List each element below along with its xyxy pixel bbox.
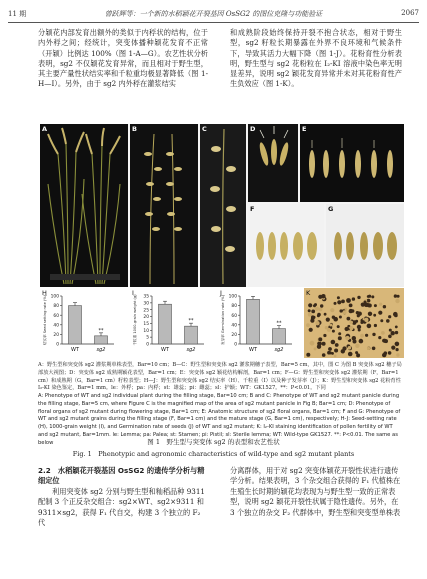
pollen-grain <box>326 318 330 322</box>
pollen-grain <box>314 347 317 350</box>
pollen-grain <box>365 334 368 337</box>
pollen-grain <box>308 313 312 317</box>
panel-label-j: J <box>220 289 222 297</box>
x-tick-label: sg2 <box>274 347 284 353</box>
pollen-grain <box>333 317 338 322</box>
chart-i-svg <box>130 288 210 358</box>
pollen-grain <box>343 310 347 314</box>
figure-title-zh: 图 1 野生型与突变体 sg2 的表型和农艺性状 <box>147 438 280 446</box>
pollen-grain <box>357 325 361 329</box>
pollen-grain <box>378 311 382 315</box>
pollen-grain <box>327 351 331 355</box>
y-axis-label: 千粒重 1000-grain weight (g) <box>133 294 137 346</box>
panel-label-h: H <box>42 289 47 297</box>
y-tick-label: 100 <box>228 294 237 300</box>
figure-caption-en: A: Phenotype of WT and sg2 individual plant during the filling stage, Bar=10 cm; B and C: Phenotype of WT and sg2 mutant panicle during the filling stage, Bar=5 cm, where Figure C is the magnified map of the area of sg2 mutant panicle in Fig B; Bar=1 cm; D: Phenotype of floral organs of sg2 mutant during flowering stage, Bar=1 cm; E: Anatomic structure of sg2 floral organs, Bar=1 cm; F and G: Phenotype of WT and sg2 mutant grains during the filling stage (F, Bar=1 cm) and the mature stage (G, Bar=1 cm), respectively; H-J: Seed-setting rate (H), 1000-grain weight (I), and Germination rate of seeds (J) of WT and sg2 mutant; K: I₂-KI staining identification of pollen fertility of WT and sg2 mutant, Bar=1mm. le: Lemma; pa: Palea; st: Stamen; pi: Pistil; sl: Sterile lemma; WT: Wild-type GK1527. **: P<0.01. The same as below <box>38 393 401 446</box>
section-body-left: 利用突变体 sg2 分别与野生型和籼稻品种 9311 配制 3 个正反杂交组合：sg2×WT、sg2×9311 和 9311×sg2，获得 F₁ 代自交，构建 3 个独立的 F₂ 代 <box>38 486 206 528</box>
y-tick-label: 15 <box>143 322 149 328</box>
y-tick-label: 25 <box>143 308 149 314</box>
significance-label: ** <box>188 318 194 325</box>
pollen-grain <box>345 336 349 340</box>
y-tick-label: 30 <box>143 301 149 307</box>
pollen-grain <box>308 303 312 307</box>
panel-label-k: K <box>306 289 311 297</box>
pollen-grain <box>371 295 374 298</box>
pollen-grain <box>322 342 326 346</box>
bar <box>159 304 172 344</box>
bar <box>247 299 260 344</box>
pollen-grain <box>396 353 399 356</box>
pollen-grain <box>391 331 395 335</box>
pollen-grain <box>310 341 315 346</box>
panel-a-photo <box>40 124 128 287</box>
y-tick-label: 40 <box>231 323 237 329</box>
figure-1-panels <box>40 124 404 287</box>
pollen-grain <box>349 321 353 325</box>
pollen-grain <box>367 299 371 303</box>
pollen-grain <box>322 353 326 357</box>
y-axis-label: 发芽率 Germination rate (%) <box>221 295 225 345</box>
panel-e-photo <box>300 124 404 202</box>
pollen-grain <box>395 331 398 334</box>
chart-i <box>130 288 210 358</box>
pollen-grain <box>360 334 364 338</box>
x-tick-label: sg2 <box>186 347 196 353</box>
page-number: 2067 <box>401 9 419 17</box>
pollen-grain <box>393 312 398 317</box>
running-title: 曾跃辉等：一个新的水稻颖花开裂基因 OsSG2 的图位克隆与功能验证 <box>104 10 323 18</box>
pollen-grain <box>349 326 353 330</box>
bar <box>95 336 108 344</box>
pollen-grain <box>308 309 311 312</box>
panel-d-photo <box>248 124 298 202</box>
rice-plant-image <box>40 124 128 287</box>
pollen-grain <box>334 355 337 358</box>
y-tick-label: 20 <box>143 315 149 321</box>
pollen-grain <box>372 347 376 351</box>
y-tick-label: 80 <box>231 304 237 310</box>
pollen-grain <box>347 317 351 321</box>
y-tick-label: 10 <box>143 328 149 334</box>
pollen-grain <box>352 297 355 300</box>
significance-label: ** <box>276 320 282 327</box>
pollen-grain <box>381 331 385 335</box>
pollen-grain <box>389 329 392 332</box>
panel-k-photo <box>304 288 404 358</box>
pollen-grain <box>339 316 342 319</box>
pollen-grain <box>383 305 386 308</box>
pollen-grain <box>318 337 322 341</box>
panel-c-photo <box>200 124 246 287</box>
body-text-top-left: 分颖花内部发育出额外的类似于内稃状的结构，位于内外稃之间；经统计，突变体播种颖花发育不正常（开颖）比例达 100%（图 1-A—G）。农艺性状分析表明，sg2 不仅颖花发育异常，而且相对于野生型，其主要产量性状结实率和千粒重均极显著降低（图 1-H—I）。另外，由于 sg2 内外稃在灌浆结实 <box>38 28 208 89</box>
bar <box>69 306 82 344</box>
pollen-grain <box>342 346 346 350</box>
pollen-grain <box>388 315 391 318</box>
pollen-grain <box>394 294 397 297</box>
chart-h <box>40 288 120 358</box>
pollen-grain <box>379 303 382 306</box>
x-tick-label: WT <box>249 347 257 353</box>
panel-label-d: D <box>250 125 256 133</box>
panel-label-c: C <box>202 125 207 133</box>
panel-label-i: I <box>132 289 134 297</box>
section-heading: 2.2 水稻颖花开裂基因 OsSG2 的遗传学分析与精细定位 <box>38 466 205 486</box>
pollen-grain <box>348 346 352 350</box>
pollen-grain <box>334 349 338 353</box>
pollen-grain <box>328 347 332 351</box>
y-tick-label: 100 <box>50 294 59 300</box>
y-axis-label: 结实率 Seed setting rate (%) <box>43 294 47 346</box>
pollen-grain <box>372 333 375 336</box>
panel-f-photo <box>248 204 324 287</box>
pollen-grain <box>397 295 400 298</box>
pollen-grain <box>335 343 339 347</box>
panel-label-e: E <box>302 125 307 133</box>
pollen-grain <box>334 302 337 305</box>
pollen-grain <box>315 321 319 325</box>
pollen-grain <box>395 299 399 303</box>
header-rule <box>8 22 419 23</box>
y-tick-label: 20 <box>231 333 237 338</box>
pollen-grain <box>346 298 351 303</box>
y-tick-label: 0 <box>234 342 237 348</box>
pollen-grain <box>318 295 322 299</box>
chart-j <box>218 288 298 358</box>
chart-j-svg <box>218 288 298 358</box>
pollen-grain <box>313 304 316 307</box>
pollen-grain <box>309 328 313 332</box>
y-tick-label: 20 <box>53 333 59 338</box>
pollen-grain <box>368 295 371 298</box>
x-tick-label: WT <box>161 347 169 353</box>
panel-label-a: A <box>42 125 48 133</box>
y-tick-label: 35 <box>143 294 149 300</box>
pollen-grain <box>386 319 390 323</box>
pollen-grain <box>327 328 331 332</box>
pollen-grain <box>395 326 398 329</box>
pollen-grain <box>306 323 310 327</box>
panicle-zoom-image <box>200 124 246 287</box>
issue-number: 11 期 <box>8 10 27 18</box>
pollen-grain <box>357 296 360 299</box>
y-tick-label: 80 <box>53 304 59 310</box>
pollen-grain <box>364 303 369 308</box>
pollen-grain <box>317 345 321 349</box>
pollen-grain <box>340 309 343 312</box>
significance-label: ** <box>98 327 104 334</box>
panicle-image <box>130 124 198 287</box>
bar <box>185 326 198 344</box>
pollen-grain <box>330 308 334 312</box>
pollen-grain <box>349 309 353 313</box>
y-tick-label: 0 <box>56 342 59 348</box>
y-tick-label: 60 <box>53 313 59 319</box>
pollen-grain <box>319 308 323 312</box>
pollen-grain <box>373 314 376 317</box>
pollen-grain <box>388 335 392 339</box>
pollen-grain <box>317 313 321 317</box>
pollen-grain <box>355 344 359 348</box>
body-text-top-right: 和成熟阶段始终保持开裂不抱合状态，相对于野生型，sg2 籽粒长期暴露在外界不良环境和气候条件下，导致其活力大幅下降（图 1-J）。花粉育性分析表明，野生型与 sg2 花粉粒在 I₂-KI 溶液中染色率无明显差异，说明 sg2 颖花发育异常并未对其花粉育性产生负效应（图 1-K）。 <box>230 28 402 89</box>
pollen-grain <box>324 313 327 316</box>
pollen-grain <box>368 312 372 316</box>
grains-mature-image <box>326 204 404 287</box>
floral-organs-image <box>300 124 404 202</box>
pollen-grain <box>315 307 319 311</box>
pollen-grain <box>378 336 381 339</box>
section-body-right: 分离群体，用于对 sg2 突变体颖花开裂性状进行遗传学分析。结果表明，3 个杂交组合获得的 F₁ 代植株在生殖生长时期的颖花均表现为与野生型一致的正常表型，说明 sg2 颖花开裂性状属于隐性遗传。另外，在 3 个独立的杂交 F₂ 代群体中，野生型和突变型单株表 <box>230 466 401 517</box>
pollen-grain <box>353 340 357 344</box>
bar <box>273 329 286 344</box>
y-tick-label: 40 <box>53 323 59 329</box>
panel-b-photo <box>130 124 198 287</box>
pollen-grain <box>323 334 326 337</box>
pollen-grain <box>349 304 353 308</box>
grains-filling-image <box>248 204 324 287</box>
pollen-grain <box>367 324 372 329</box>
x-tick-label: sg2 <box>96 347 106 353</box>
y-tick-label: 5 <box>146 335 149 341</box>
pollen-grain <box>374 304 377 307</box>
panel-label-b: B <box>132 125 137 133</box>
pollen-grain <box>355 351 358 354</box>
y-tick-label: 0 <box>146 342 149 348</box>
panel-g-photo <box>326 204 404 287</box>
panel-label-f: F <box>250 205 255 213</box>
pollen-grain <box>359 339 364 344</box>
pollen-grain <box>367 347 370 350</box>
pollen-stain-image <box>304 288 404 358</box>
page-header <box>0 0 427 24</box>
x-tick-label: WT <box>71 347 79 353</box>
chart-h-svg <box>40 288 120 358</box>
pollen-grain <box>332 330 335 333</box>
section-2-2-left <box>38 466 208 528</box>
pollen-grain <box>337 300 341 304</box>
pollen-grain <box>358 312 362 316</box>
pollen-grain <box>383 339 387 343</box>
pollen-grain <box>348 352 353 357</box>
pollen-grain <box>311 310 315 314</box>
pollen-grain <box>341 300 345 304</box>
pollen-grain <box>391 346 395 350</box>
pollen-grain <box>388 351 392 355</box>
pollen-grain <box>311 315 314 318</box>
pollen-grain <box>337 325 340 328</box>
pollen-grain <box>395 342 400 347</box>
figure-caption-zh: A：野生型和突变体 sg2 灌浆期单株表型，Bar=10 cm；B—C：野生型和突变体 sg2 灌浆期穗子表型，Bar=5 cm，其中，图 C 为图 B 突变体 sg2 穗子局部放大视图；D：突变体 sg2 成熟期颖花表型，Bar=1 cm；E：突变体 sg2 颖花结构解剖，Bar=1 cm；F—G：野生型和突变体 sg2 灌浆期（F，Bar=1 cm）和成熟期（G，Bar=1 cm）籽粒表型；H—J：野生型和突变体 sg2 结实率（H）、千粒重（I）以及种子发芽率（J）；K：野生型和突变体 sg2 花粉育性 I₂-KI 染色鉴定，Bar=1 mm。le：外稃；pa：内稃；st：雄蕊；pi：雌蕊；sl：护颖；WT：GK1527。**：P<0.01。下同 <box>38 362 402 392</box>
pollen-grain <box>306 353 310 357</box>
pollen-grain <box>320 304 323 307</box>
pollen-grain <box>396 348 399 351</box>
pollen-grain <box>331 340 336 345</box>
pollen-grain <box>337 296 340 299</box>
pollen-grain <box>380 319 383 322</box>
pollen-grain <box>338 336 342 340</box>
pollen-grain <box>338 332 341 335</box>
floret-image <box>248 124 298 202</box>
pollen-grain <box>384 351 388 355</box>
y-tick-label: 60 <box>231 313 237 319</box>
pollen-grain <box>329 324 332 327</box>
pollen-grain <box>374 324 377 327</box>
pollen-grain <box>364 318 368 322</box>
panel-label-g: G <box>328 205 334 213</box>
figure-title-en: Fig. 1 Phenotypic and agronomic characteristics of wild-type and sg2 mutant plants <box>72 450 355 458</box>
